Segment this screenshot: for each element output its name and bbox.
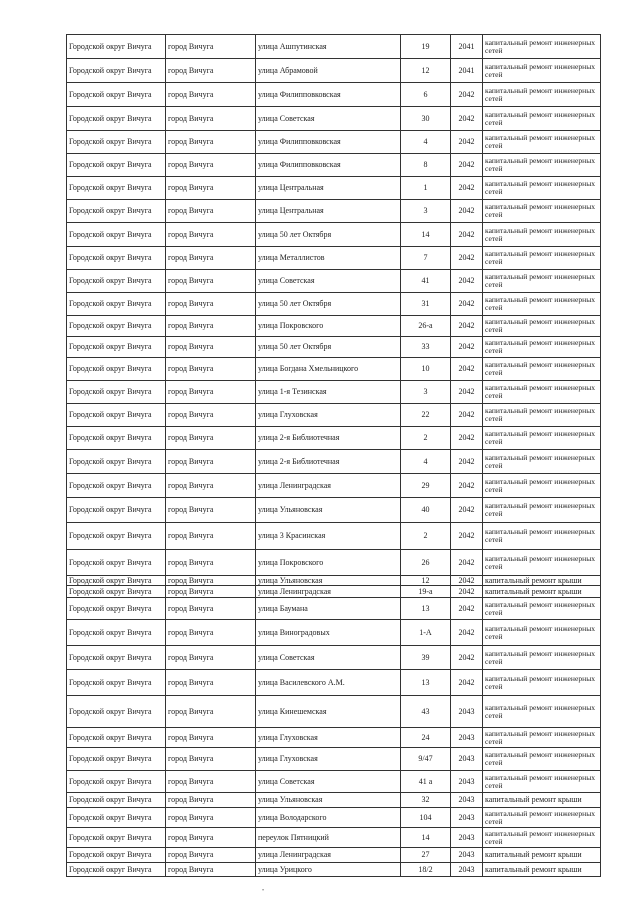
table-row: [67, 586, 601, 598]
house-number-cell: 19: [401, 35, 451, 59]
year-cell: 2042: [451, 247, 483, 270]
city-cell: город Вичуга: [166, 358, 256, 381]
district-cell: Городской округ Вичуга: [67, 748, 166, 771]
table-row: [67, 177, 601, 200]
table-row: [67, 863, 601, 877]
street-cell: улица Урицкого: [256, 863, 401, 877]
work-type-cell: капитальный ремонт инженерных сетей: [483, 498, 601, 523]
table-row: [67, 404, 601, 427]
district-cell: Городской округ Вичуга: [67, 337, 166, 358]
work-type-cell: капитальный ремонт инженерных сетей: [483, 247, 601, 270]
city-cell: город Вичуга: [166, 598, 256, 620]
table-row: [67, 523, 601, 550]
year-cell: 2042: [451, 427, 483, 450]
work-type-cell: капитальный ремонт инженерных сетей: [483, 131, 601, 154]
city-cell: город Вичуга: [166, 498, 256, 523]
district-cell: Городской округ Вичуга: [67, 771, 166, 793]
district-cell: Городской округ Вичуга: [67, 808, 166, 828]
city-cell: город Вичуга: [166, 523, 256, 550]
city-cell: город Вичуга: [166, 316, 256, 337]
work-type-cell: капитальный ремонт инженерных сетей: [483, 337, 601, 358]
year-cell: 2042: [451, 381, 483, 404]
district-cell: Городской округ Вичуга: [67, 450, 166, 474]
street-cell: улица Баумана: [256, 598, 401, 620]
district-cell: Городской округ Вичуга: [67, 270, 166, 293]
table-row: [67, 771, 601, 793]
street-cell: переулок Пятницкий: [256, 828, 401, 848]
district-cell: Городской округ Вичуга: [67, 83, 166, 107]
city-cell: город Вичуга: [166, 586, 256, 598]
year-cell: 2043: [451, 808, 483, 828]
city-cell: город Вичуга: [166, 247, 256, 270]
table-row: [67, 748, 601, 771]
city-cell: город Вичуга: [166, 177, 256, 200]
district-cell: Городской округ Вичуга: [67, 59, 166, 83]
district-cell: Городской округ Вичуга: [67, 381, 166, 404]
work-type-cell: капитальный ремонт инженерных сетей: [483, 646, 601, 670]
city-cell: город Вичуга: [166, 200, 256, 223]
house-number-cell: 30: [401, 107, 451, 131]
city-cell: город Вичуга: [166, 646, 256, 670]
table-row: [67, 223, 601, 247]
work-type-cell: капитальный ремонт инженерных сетей: [483, 83, 601, 107]
house-number-cell: 29: [401, 474, 451, 498]
district-cell: Городской округ Вичуга: [67, 646, 166, 670]
table-row: [67, 598, 601, 620]
house-number-cell: 13: [401, 670, 451, 696]
year-cell: 2042: [451, 523, 483, 550]
house-number-cell: 12: [401, 59, 451, 83]
city-cell: город Вичуга: [166, 620, 256, 646]
street-cell: улица Володарского: [256, 808, 401, 828]
district-cell: Городской округ Вичуга: [67, 131, 166, 154]
city-cell: город Вичуга: [166, 223, 256, 247]
street-cell: улица Ульяновская: [256, 576, 401, 586]
district-cell: Городской округ Вичуга: [67, 107, 166, 131]
year-cell: 2043: [451, 793, 483, 808]
city-cell: город Вичуга: [166, 131, 256, 154]
year-cell: 2042: [451, 107, 483, 131]
house-number-cell: 13: [401, 598, 451, 620]
table-row: [67, 828, 601, 848]
table-row: [67, 696, 601, 728]
year-cell: 2042: [451, 498, 483, 523]
street-cell: улица Богдана Хмельницкого: [256, 358, 401, 381]
work-type-cell: капитальный ремонт инженерных сетей: [483, 598, 601, 620]
district-cell: Городской округ Вичуга: [67, 793, 166, 808]
house-number-cell: 14: [401, 223, 451, 247]
year-cell: 2043: [451, 863, 483, 877]
street-cell: улица Ленинградская: [256, 474, 401, 498]
city-cell: город Вичуга: [166, 154, 256, 177]
year-cell: 2043: [451, 696, 483, 728]
house-number-cell: 6: [401, 83, 451, 107]
house-number-cell: 7: [401, 247, 451, 270]
work-type-cell: капитальный ремонт инженерных сетей: [483, 107, 601, 131]
year-cell: 2043: [451, 728, 483, 748]
table-row: [67, 358, 601, 381]
street-cell: улица Центральная: [256, 177, 401, 200]
year-cell: 2042: [451, 620, 483, 646]
district-cell: Городской округ Вичуга: [67, 670, 166, 696]
district-cell: Городской округ Вичуга: [67, 696, 166, 728]
year-cell: 2041: [451, 35, 483, 59]
house-number-cell: 3: [401, 200, 451, 223]
house-number-cell: 32: [401, 793, 451, 808]
street-cell: улица Филипповковская: [256, 131, 401, 154]
street-cell: улица Советская: [256, 771, 401, 793]
street-cell: улица Абрамовой: [256, 59, 401, 83]
year-cell: 2042: [451, 646, 483, 670]
table-row: [67, 293, 601, 316]
street-cell: улица Советская: [256, 646, 401, 670]
work-type-cell: капитальный ремонт крыши: [483, 576, 601, 586]
house-number-cell: 26: [401, 550, 451, 576]
house-number-cell: 8: [401, 154, 451, 177]
table-row: [67, 35, 601, 59]
district-cell: Городской округ Вичуга: [67, 154, 166, 177]
year-cell: 2042: [451, 550, 483, 576]
district-cell: Городской округ Вичуга: [67, 586, 166, 598]
city-cell: город Вичуга: [166, 450, 256, 474]
year-cell: 2043: [451, 848, 483, 863]
city-cell: город Вичуга: [166, 293, 256, 316]
city-cell: город Вичуга: [166, 828, 256, 848]
street-cell: улица Ашпутинская: [256, 35, 401, 59]
year-cell: 2042: [451, 270, 483, 293]
year-cell: 2042: [451, 223, 483, 247]
street-cell: улица Металлистов: [256, 247, 401, 270]
work-type-cell: капитальный ремонт инженерных сетей: [483, 696, 601, 728]
work-type-cell: капитальный ремонт инженерных сетей: [483, 177, 601, 200]
street-cell: улица Филипповковская: [256, 154, 401, 177]
district-cell: Городской округ Вичуга: [67, 828, 166, 848]
house-number-cell: 19-а: [401, 586, 451, 598]
house-number-cell: 10: [401, 358, 451, 381]
city-cell: город Вичуга: [166, 748, 256, 771]
street-cell: улица Покровского: [256, 316, 401, 337]
city-cell: город Вичуга: [166, 550, 256, 576]
work-type-cell: капитальный ремонт инженерных сетей: [483, 293, 601, 316]
work-type-cell: капитальный ремонт инженерных сетей: [483, 828, 601, 848]
district-cell: Городской округ Вичуга: [67, 620, 166, 646]
year-cell: 2042: [451, 337, 483, 358]
city-cell: город Вичуга: [166, 576, 256, 586]
street-cell: улица Центральная: [256, 200, 401, 223]
district-cell: Городской округ Вичуга: [67, 523, 166, 550]
street-cell: улица 50 лет Октября: [256, 293, 401, 316]
district-cell: Городской округ Вичуга: [67, 863, 166, 877]
street-cell: улица Ленинградская: [256, 848, 401, 863]
work-type-cell: капитальный ремонт инженерных сетей: [483, 670, 601, 696]
street-cell: улица Ленинградская: [256, 586, 401, 598]
district-cell: Городской округ Вичуга: [67, 576, 166, 586]
table-row: [67, 107, 601, 131]
street-cell: улица 50 лет Октября: [256, 223, 401, 247]
table-row: [67, 474, 601, 498]
year-cell: 2042: [451, 316, 483, 337]
house-number-cell: 104: [401, 808, 451, 828]
house-number-cell: 12: [401, 576, 451, 586]
street-cell: улица Ульяновская: [256, 793, 401, 808]
table-row: [67, 247, 601, 270]
table-row: [67, 848, 601, 863]
work-type-cell: капитальный ремонт инженерных сетей: [483, 270, 601, 293]
work-type-cell: капитальный ремонт инженерных сетей: [483, 59, 601, 83]
street-cell: улица Кинешемская: [256, 696, 401, 728]
table-row: [67, 576, 601, 586]
house-number-cell: 3: [401, 381, 451, 404]
year-cell: 2042: [451, 450, 483, 474]
street-cell: улица Советская: [256, 270, 401, 293]
table-row: [67, 646, 601, 670]
house-number-cell: 24: [401, 728, 451, 748]
district-cell: Городской округ Вичуга: [67, 498, 166, 523]
year-cell: 2043: [451, 828, 483, 848]
year-cell: 2042: [451, 358, 483, 381]
city-cell: город Вичуга: [166, 863, 256, 877]
street-cell: улица Глуховская: [256, 404, 401, 427]
street-cell: улица Глуховская: [256, 728, 401, 748]
street-cell: улица Василевского А.М.: [256, 670, 401, 696]
work-type-cell: капитальный ремонт инженерных сетей: [483, 200, 601, 223]
house-number-cell: 4: [401, 131, 451, 154]
year-cell: 2042: [451, 404, 483, 427]
year-cell: 2042: [451, 576, 483, 586]
year-cell: 2043: [451, 771, 483, 793]
city-cell: город Вичуга: [166, 35, 256, 59]
work-type-cell: капитальный ремонт инженерных сетей: [483, 523, 601, 550]
house-number-cell: 22: [401, 404, 451, 427]
table-body: [67, 35, 601, 877]
work-type-cell: капитальный ремонт инженерных сетей: [483, 316, 601, 337]
district-cell: Городской округ Вичуга: [67, 200, 166, 223]
street-cell: улица Филипповковская: [256, 83, 401, 107]
district-cell: Городской округ Вичуга: [67, 474, 166, 498]
house-number-cell: 9/47: [401, 748, 451, 771]
work-type-cell: капитальный ремонт крыши: [483, 863, 601, 877]
street-cell: улица 2-я Библиотечная: [256, 450, 401, 474]
work-type-cell: капитальный ремонт крыши: [483, 793, 601, 808]
housing-repair-table: [66, 34, 601, 877]
city-cell: город Вичуга: [166, 848, 256, 863]
street-cell: улица 2-я Библиотечная: [256, 427, 401, 450]
table-row: [67, 381, 601, 404]
work-type-cell: капитальный ремонт инженерных сетей: [483, 748, 601, 771]
table-row: [67, 498, 601, 523]
table-row: [67, 154, 601, 177]
table-row: [67, 131, 601, 154]
city-cell: город Вичуга: [166, 474, 256, 498]
district-cell: Городской округ Вичуга: [67, 177, 166, 200]
district-cell: Городской округ Вичуга: [67, 247, 166, 270]
year-cell: 2042: [451, 293, 483, 316]
table-row: [67, 450, 601, 474]
scan-mark: •: [262, 888, 265, 894]
city-cell: город Вичуга: [166, 793, 256, 808]
work-type-cell: капитальный ремонт инженерных сетей: [483, 381, 601, 404]
district-cell: Городской округ Вичуга: [67, 427, 166, 450]
street-cell: улица Виноградовых: [256, 620, 401, 646]
house-number-cell: 41 а: [401, 771, 451, 793]
table-row: [67, 200, 601, 223]
house-number-cell: 14: [401, 828, 451, 848]
house-number-cell: 4: [401, 450, 451, 474]
year-cell: 2042: [451, 474, 483, 498]
street-cell: улица Покровского: [256, 550, 401, 576]
city-cell: город Вичуга: [166, 670, 256, 696]
city-cell: город Вичуга: [166, 696, 256, 728]
street-cell: улица Советская: [256, 107, 401, 131]
house-number-cell: 27: [401, 848, 451, 863]
city-cell: город Вичуга: [166, 270, 256, 293]
house-number-cell: 39: [401, 646, 451, 670]
year-cell: 2042: [451, 177, 483, 200]
street-cell: улица 3 Красинская: [256, 523, 401, 550]
table-row: [67, 83, 601, 107]
year-cell: 2043: [451, 748, 483, 771]
year-cell: 2042: [451, 83, 483, 107]
work-type-cell: капитальный ремонт инженерных сетей: [483, 358, 601, 381]
street-cell: улица 50 лет Октября: [256, 337, 401, 358]
work-type-cell: капитальный ремонт инженерных сетей: [483, 450, 601, 474]
district-cell: Городской округ Вичуга: [67, 316, 166, 337]
street-cell: улица 1-я Тезинская: [256, 381, 401, 404]
house-number-cell: 1-А: [401, 620, 451, 646]
year-cell: 2042: [451, 670, 483, 696]
year-cell: 2041: [451, 59, 483, 83]
year-cell: 2042: [451, 154, 483, 177]
city-cell: город Вичуга: [166, 808, 256, 828]
district-cell: Городской округ Вичуга: [67, 598, 166, 620]
year-cell: 2042: [451, 200, 483, 223]
table-row: [67, 550, 601, 576]
city-cell: город Вичуга: [166, 771, 256, 793]
work-type-cell: капитальный ремонт инженерных сетей: [483, 771, 601, 793]
city-cell: город Вичуга: [166, 107, 256, 131]
work-type-cell: капитальный ремонт инженерных сетей: [483, 550, 601, 576]
district-cell: Городской округ Вичуга: [67, 404, 166, 427]
city-cell: город Вичуга: [166, 728, 256, 748]
table-row: [67, 270, 601, 293]
year-cell: 2042: [451, 586, 483, 598]
work-type-cell: капитальный ремонт инженерных сетей: [483, 620, 601, 646]
year-cell: 2042: [451, 598, 483, 620]
house-number-cell: 26-а: [401, 316, 451, 337]
table-row: [67, 728, 601, 748]
district-cell: Городской округ Вичуга: [67, 550, 166, 576]
house-number-cell: 1: [401, 177, 451, 200]
table-row: [67, 670, 601, 696]
year-cell: 2042: [451, 131, 483, 154]
city-cell: город Вичуга: [166, 427, 256, 450]
house-number-cell: 41: [401, 270, 451, 293]
house-number-cell: 2: [401, 427, 451, 450]
work-type-cell: капитальный ремонт крыши: [483, 848, 601, 863]
city-cell: город Вичуга: [166, 337, 256, 358]
house-number-cell: 2: [401, 523, 451, 550]
table-row: [67, 59, 601, 83]
house-number-cell: 40: [401, 498, 451, 523]
work-type-cell: капитальный ремонт инженерных сетей: [483, 35, 601, 59]
district-cell: Городской округ Вичуга: [67, 35, 166, 59]
table-row: [67, 337, 601, 358]
city-cell: город Вичуга: [166, 381, 256, 404]
district-cell: Городской округ Вичуга: [67, 848, 166, 863]
work-type-cell: капитальный ремонт инженерных сетей: [483, 474, 601, 498]
house-number-cell: 18/2: [401, 863, 451, 877]
district-cell: Городской округ Вичуга: [67, 728, 166, 748]
district-cell: Городской округ Вичуга: [67, 293, 166, 316]
table-row: [67, 793, 601, 808]
work-type-cell: капитальный ремонт инженерных сетей: [483, 808, 601, 828]
work-type-cell: капитальный ремонт инженерных сетей: [483, 728, 601, 748]
district-cell: Городской округ Вичуга: [67, 358, 166, 381]
district-cell: Городской округ Вичуга: [67, 223, 166, 247]
street-cell: улица Глуховская: [256, 748, 401, 771]
house-number-cell: 33: [401, 337, 451, 358]
table-row: [67, 620, 601, 646]
city-cell: город Вичуга: [166, 404, 256, 427]
work-type-cell: капитальный ремонт инженерных сетей: [483, 427, 601, 450]
city-cell: город Вичуга: [166, 83, 256, 107]
work-type-cell: капитальный ремонт инженерных сетей: [483, 223, 601, 247]
house-number-cell: 43: [401, 696, 451, 728]
table-row: [67, 316, 601, 337]
table-row: [67, 427, 601, 450]
work-type-cell: капитальный ремонт инженерных сетей: [483, 404, 601, 427]
table-row: [67, 808, 601, 828]
work-type-cell: капитальный ремонт инженерных сетей: [483, 154, 601, 177]
street-cell: улица Ульяновская: [256, 498, 401, 523]
city-cell: город Вичуга: [166, 59, 256, 83]
work-type-cell: капитальный ремонт крыши: [483, 586, 601, 598]
house-number-cell: 31: [401, 293, 451, 316]
